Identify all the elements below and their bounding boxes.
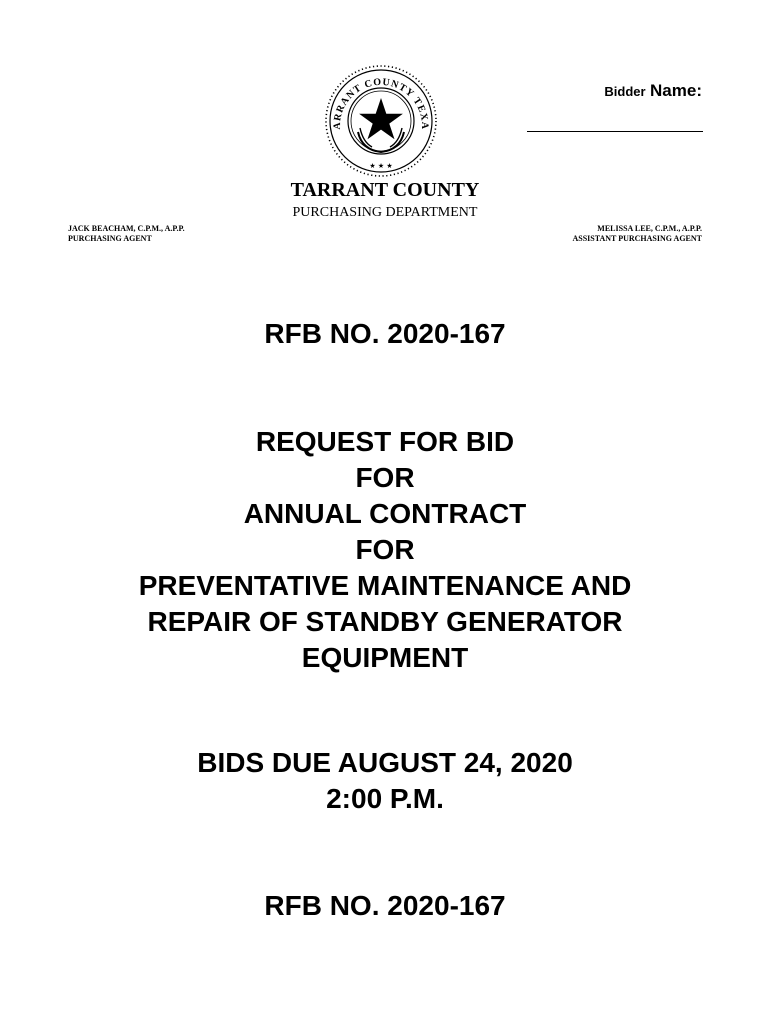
title-line: EQUIPMENT [301,642,469,673]
title-line: FOR [355,462,415,493]
svg-text:★ ★ ★: ★ ★ ★ [369,162,393,170]
svg-text:TARRANT COUNTY TEXAS: ARRANT COUNTY TEXA [331,76,431,131]
assistant-agent-name: MELISSA LEE, C.P.M., A.P.P. [597,224,702,233]
bids-due-time: 2:00 P.M. [326,783,444,814]
title-line: FOR [355,534,415,565]
bidder-name-label [604,81,702,101]
bid-title [0,424,770,676]
bidder-label-small: Bidder [604,84,646,99]
assistant-agent-title: ASSISTANT PURCHASING AGENT [572,234,702,243]
bidder-name-line [527,131,703,132]
bids-due-date: BIDS DUE AUGUST 24, 2020 [197,747,573,778]
purchasing-agent-block [68,224,185,244]
title-line: REQUEST FOR BID [255,426,515,457]
rfb-number-top: RFB NO. 2020-167 [264,318,506,349]
title-line: REPAIR OF STANDBY GENERATOR [147,606,623,637]
purchasing-agent-title: PURCHASING AGENT [68,234,152,243]
bids-due-block [0,745,770,817]
purchasing-agent-name: JACK BEACHAM, C.P.M., A.P.P. [68,224,185,233]
county-name: TARRANT COUNTY [290,179,480,201]
tarrant-county-seal [322,62,440,180]
assistant-agent-block [572,224,702,244]
rfb-number-bottom: RFB NO. 2020-167 [264,890,506,921]
bidder-label-large: Name: [650,81,702,100]
title-line: ANNUAL CONTRACT [243,498,527,529]
seal-graphic [322,62,440,180]
title-line: PREVENTATIVE MAINTENANCE AND [138,570,632,601]
department-name: PURCHASING DEPARTMENT [292,205,478,220]
